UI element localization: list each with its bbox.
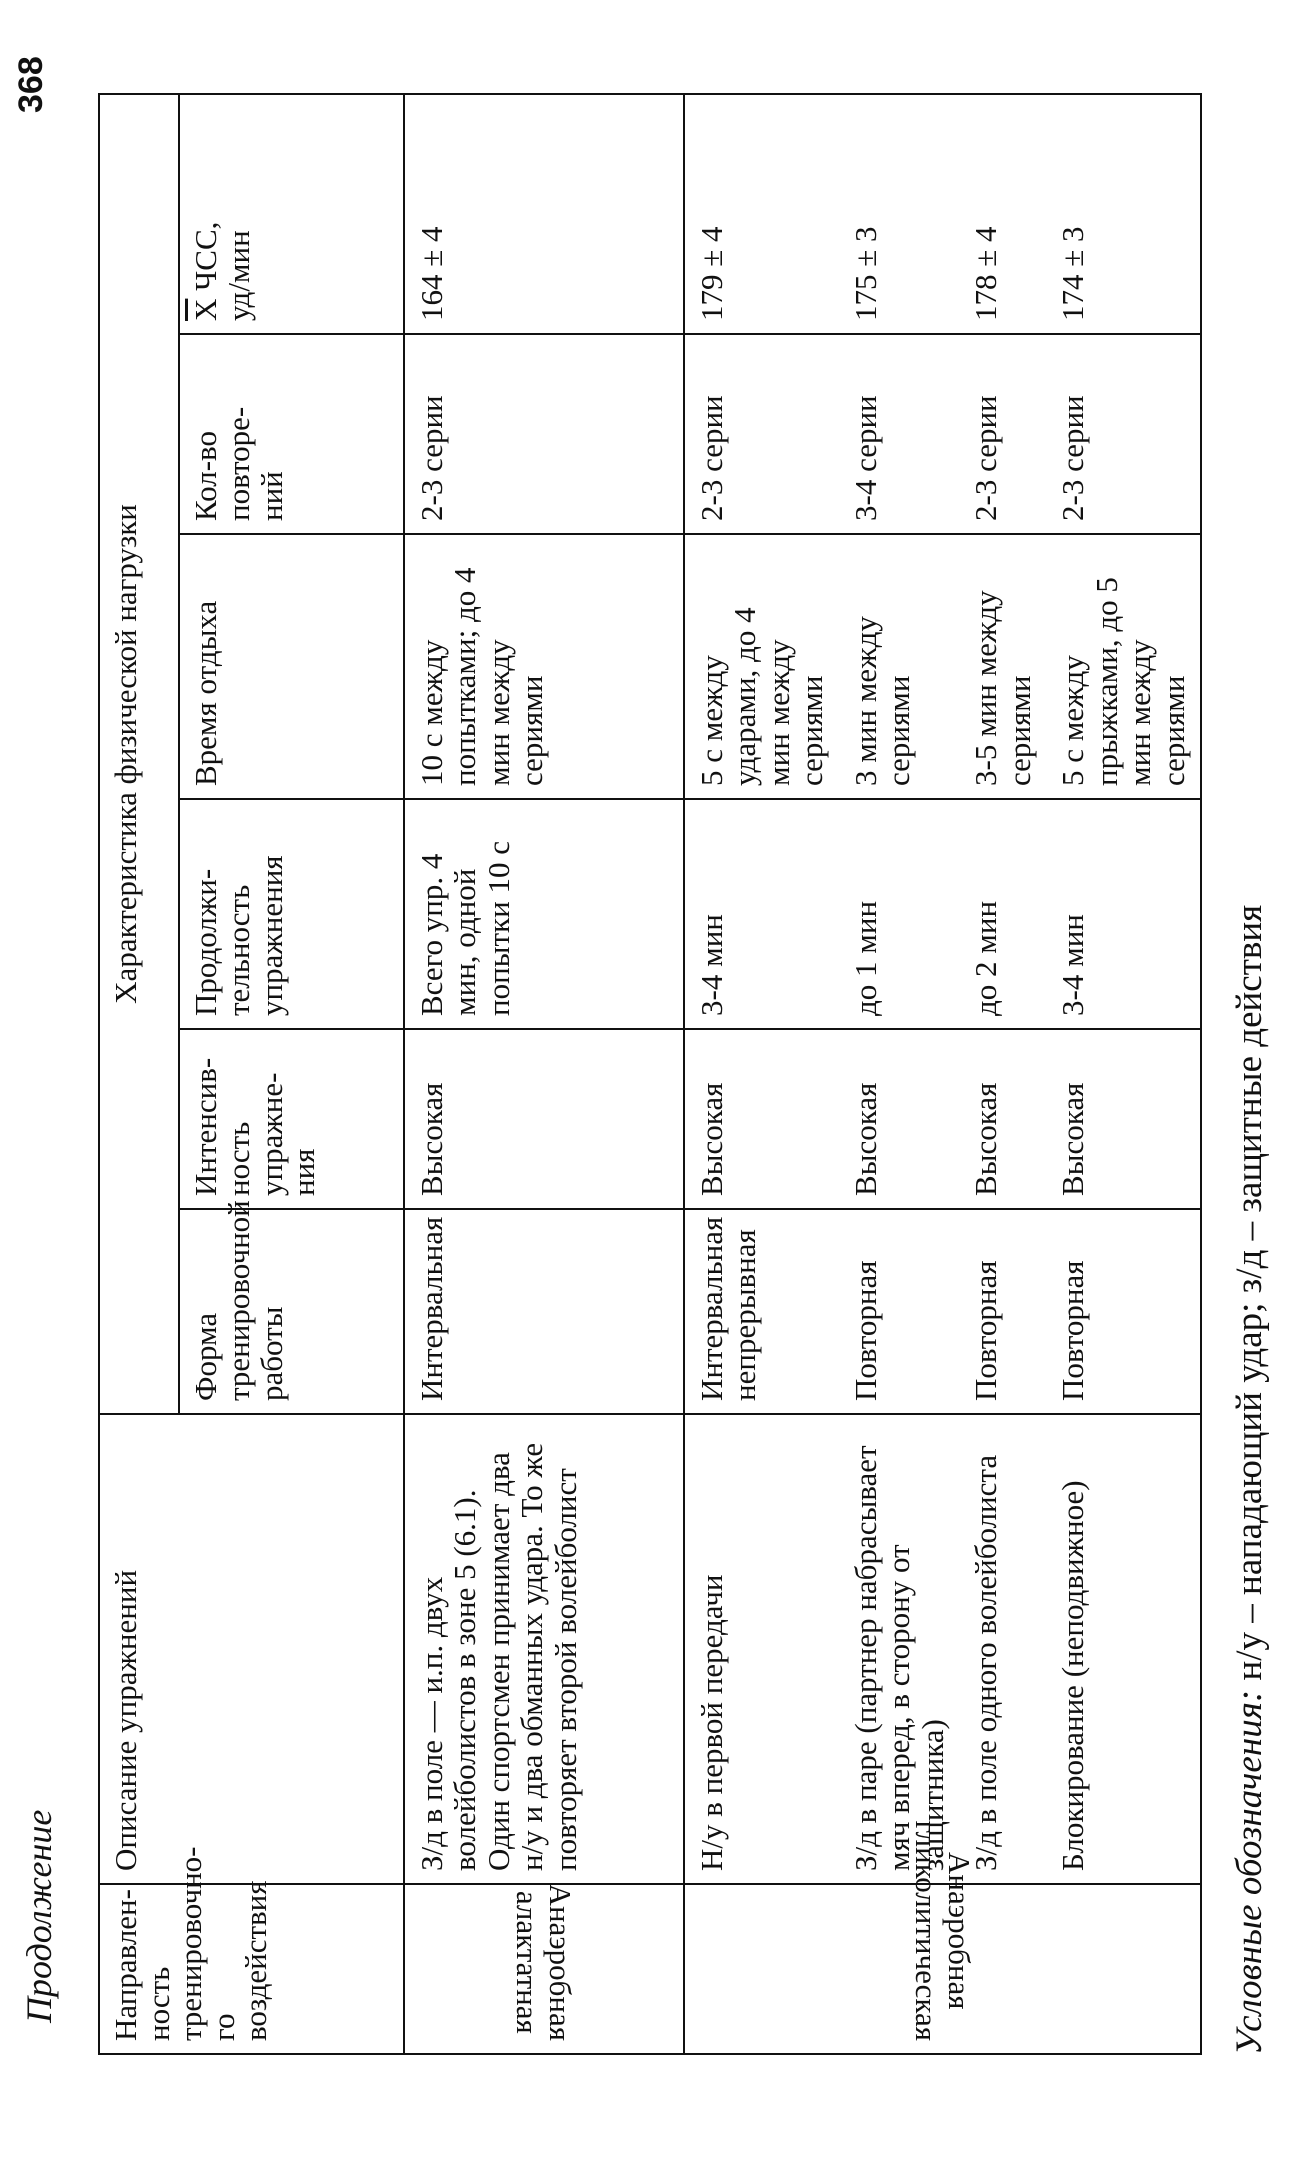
training-load-table	[98, 93, 1202, 2055]
cell-intensity: Высокая	[1046, 1029, 1201, 1209]
cell-rest: 10 с между попытками; до 4 мин между сериями	[404, 534, 684, 799]
cell-description: З/д в паре (партнер набрасывает мяч вперед, в сторону от защитника)	[839, 1414, 959, 1884]
cell-description: З/д в поле одного волейболиста	[959, 1414, 1046, 1884]
cell-duration: до 2 мин	[959, 799, 1046, 1029]
table-row	[959, 94, 1046, 2054]
cell-intensity: Высокая	[839, 1029, 959, 1209]
cell-duration: Всего упр. 4 мин, одной попытки 10 с	[404, 799, 684, 1029]
cell-rest: 5 с между прыжками, до 5 мин между сериями	[1046, 534, 1201, 799]
group-label: Анаэробная гликолитическая	[908, 1820, 977, 2041]
table-row	[684, 94, 839, 2054]
cell-hr: 174 ± 3	[1046, 94, 1201, 334]
header-form: Форма тренировочной работы	[179, 1209, 403, 1414]
continuation-label: Продолжение	[19, 1809, 59, 2023]
header-duration: Продолжи- тельность упражнения	[179, 799, 403, 1029]
header-direction: Направлен- ность тренировочно- го воздействия	[99, 1884, 404, 2054]
cell-description: Н/у в первой передачи	[684, 1414, 839, 1884]
footnote-text: н/у – нападающий удар; з/д – защитные действия	[1229, 904, 1270, 1690]
group-cell-alactic	[404, 1884, 684, 2054]
cell-reps: 3-4 серии	[839, 334, 959, 534]
cell-form: Интервальная непрерывная	[684, 1209, 839, 1414]
cell-reps: 2-3 серии	[684, 334, 839, 534]
footnote	[1228, 905, 1271, 2055]
cell-duration: до 1 мин	[839, 799, 959, 1029]
cell-duration: 3-4 мин	[1046, 799, 1201, 1029]
mean-symbol: $\overline{X}$	[188, 298, 224, 321]
cell-reps: 2-3 серии	[1046, 334, 1201, 534]
footnote-label: Условные обозначения:	[1229, 1689, 1270, 2055]
cell-duration: 3-4 мин	[684, 799, 839, 1029]
header-reps: Кол-во повторе- ний	[179, 334, 403, 534]
table-row	[839, 94, 959, 2054]
cell-hr: 175 ± 3	[839, 94, 959, 334]
cell-description: Блокирование (неподвижное)	[1046, 1414, 1201, 1884]
header-description: Описание упражнений	[99, 1414, 404, 1884]
table-row	[404, 94, 684, 2054]
cell-rest: 5 с между ударами, до 4 мин между сериями	[684, 534, 839, 799]
cell-intensity: Высокая	[404, 1029, 684, 1209]
cell-form: Повторная	[1046, 1209, 1201, 1414]
cell-form: Интервальная	[404, 1209, 684, 1414]
table-row	[1046, 94, 1201, 2054]
cell-form: Повторная	[959, 1209, 1046, 1414]
page-number: 368	[12, 56, 50, 113]
group-label: Анаэробная алактатная	[509, 1883, 579, 2041]
cell-rest: 3 мин между сериями	[839, 534, 959, 799]
cell-intensity: Высокая	[684, 1029, 839, 1209]
cell-hr: 164 ± 4	[404, 94, 684, 334]
cell-intensity: Высокая	[959, 1029, 1046, 1209]
header-load-group: Характеристика физической нагрузки	[99, 94, 179, 1414]
cell-rest: 3-5 мин между сериями	[959, 534, 1046, 799]
header-row-1	[99, 94, 179, 2054]
header-rest: Время отдыха	[179, 534, 403, 799]
cell-reps: 2-3 серии	[959, 334, 1046, 534]
cell-description: З/д в поле — и.п. двух волейболистов в зоне 5 (6.1). Один спортсмен принимает два н/у и два обманных удара. То же повторяет второй волейболист	[404, 1414, 684, 1884]
cell-hr: 178 ± 4	[959, 94, 1046, 334]
group-cell-glycolytic	[684, 1820, 1201, 2054]
header-hr-unit: ЧСС, уд/мин	[188, 221, 256, 321]
header-hr	[179, 94, 403, 334]
cell-hr: 179 ± 4	[684, 94, 839, 334]
cell-reps: 2-3 серии	[404, 334, 684, 534]
cell-form: Повторная	[839, 1209, 959, 1414]
header-intensity: Интенсив- ность упражне- ния	[179, 1029, 403, 1209]
